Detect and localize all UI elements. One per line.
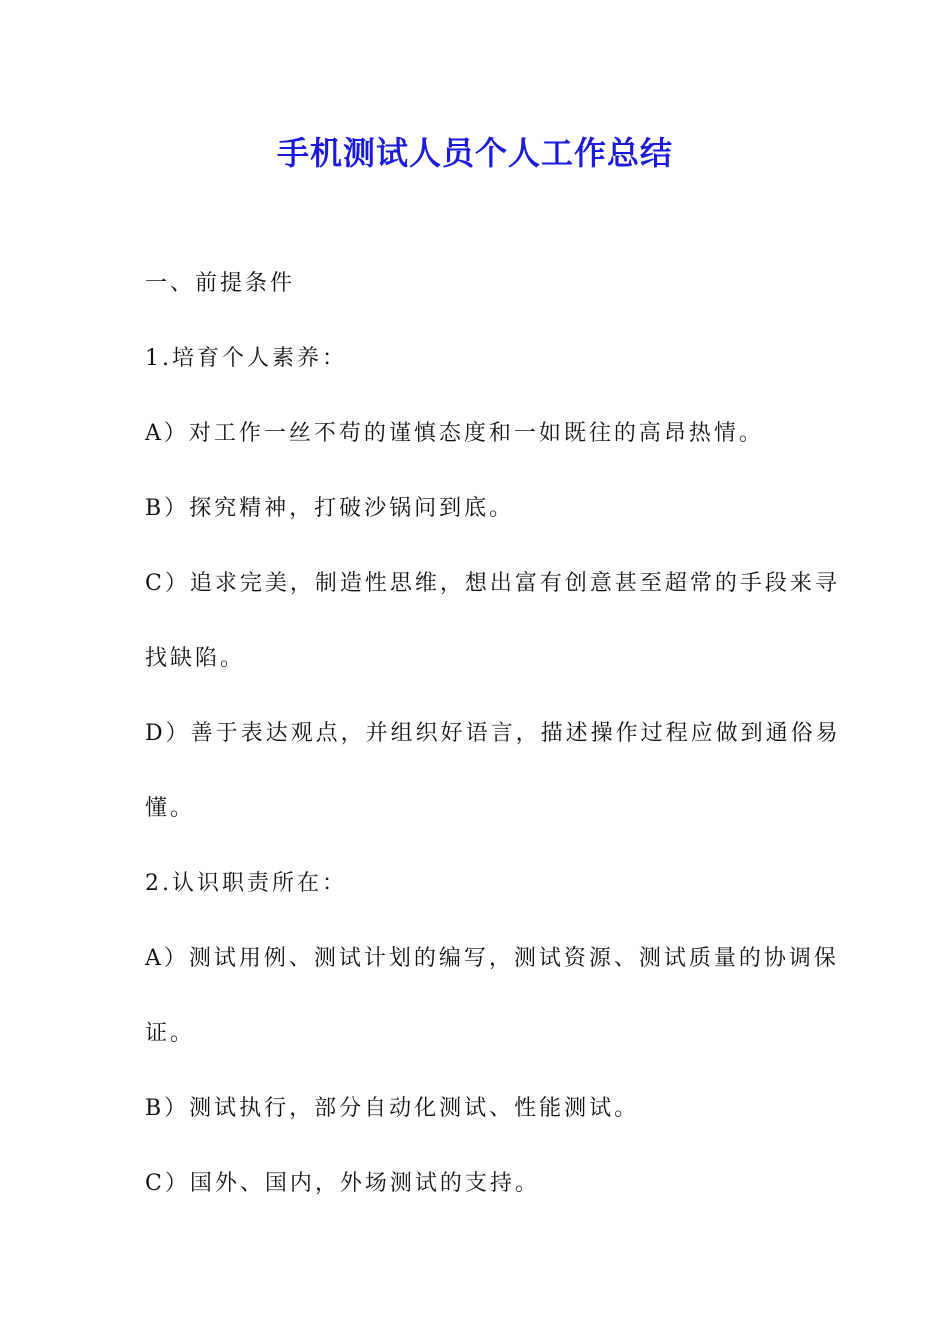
paragraph-line: C）追求完美，制造性思维，想出富有创意甚至超常的手段来寻 xyxy=(145,571,840,596)
paragraph-line: 懂。 xyxy=(145,796,196,821)
paragraph-line: C）国外、国内，外场测试的支持。 xyxy=(145,1171,540,1196)
paragraph-line: A）测试用例、测试计划的编写，测试资源、测试质量的协调保 xyxy=(145,946,839,971)
document-title: 手机测试人员个人工作总结 xyxy=(276,134,673,172)
paragraph-line: B）探究精神，打破沙锅问到底。 xyxy=(145,496,515,521)
subsection-heading-personal-quality: 1.培育个人素养： xyxy=(145,346,347,371)
paragraph-line: 找缺陷。 xyxy=(145,646,246,671)
paragraph-line: 证。 xyxy=(145,1021,196,1046)
subsection-heading-responsibilities: 2.认识职责所在： xyxy=(145,871,347,896)
section-heading-prerequisites: 一、前提条件 xyxy=(145,271,296,296)
paragraph-line: A）对工作一丝不苟的谨慎态度和一如既往的高昂热情。 xyxy=(145,421,764,446)
paragraph-line: D）善于表达观点，并组织好语言，描述操作过程应做到通俗易 xyxy=(145,721,841,746)
paragraph-line: B）测试执行，部分自动化测试、性能测试。 xyxy=(145,1096,640,1121)
